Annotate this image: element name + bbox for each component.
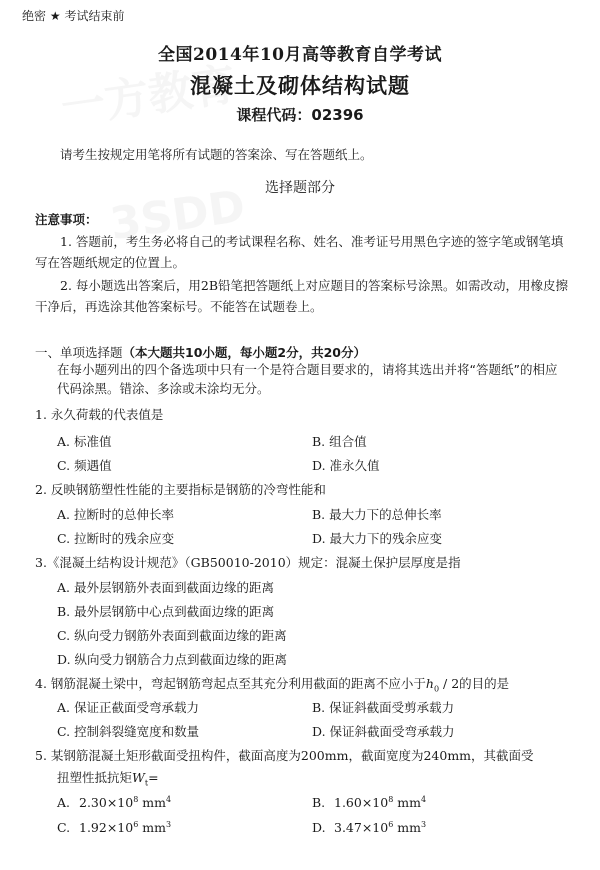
question-stem: 3.《混凝土结构设计规范》（GB50010-2010）规定：混凝土保护层厚度是指 — [35, 555, 461, 570]
watermark: 3SDD — [107, 180, 249, 251]
option-exponent: 6 — [388, 820, 394, 829]
note-item — [35, 231, 570, 273]
option-unit: mm — [138, 795, 166, 811]
math-symbol: W — [132, 770, 145, 785]
option-d: D. 纵向受力钢筋合力点到截面边缘的距离 — [57, 652, 288, 667]
section-title: 选择题部分 — [265, 180, 335, 196]
confidential-text: 绝密 — [22, 9, 47, 23]
part-heading — [35, 343, 366, 361]
star-icon: ★ — [49, 9, 61, 23]
option-b — [312, 795, 426, 810]
option-c: C. 控制斜裂缝宽度和数量 — [57, 724, 200, 739]
course-code: 课程代码：02396 — [236, 106, 364, 124]
option-label: C. — [57, 820, 71, 836]
option-c: C. 纵向受力钢筋外表面到截面边缘的距离 — [57, 628, 287, 643]
question-stem — [35, 674, 509, 694]
option-label: D. — [312, 820, 326, 836]
option-value: 1.60×10 — [334, 795, 389, 811]
option-exponent: 6 — [133, 820, 139, 829]
option-label: A. — [57, 795, 71, 811]
note-item-text: 2. 每小题选出答案后，用2B铅笔把答题纸上对应题目的答案标号涂黑。如需改动，用橡皮擦干净后，再选涂其他答案标号。不能答在试题卷上。 — [35, 278, 569, 314]
option-d — [312, 820, 426, 835]
part-heading-info: （本大题共10小题，每小题2分，共20分） — [122, 345, 367, 360]
option-c: C. 拉断时的残余应变 — [57, 531, 175, 546]
option-d: D. 最大力下的残余应变 — [312, 531, 443, 546]
question-stem-text: / 2的目的是 — [439, 676, 510, 691]
option-unit-exponent: 4 — [421, 795, 427, 804]
question-stem: 1. 永久荷载的代表值是 — [35, 407, 164, 422]
option-a: A. 标准值 — [57, 434, 112, 449]
paper-title: 混凝土及砌体结构试题 — [190, 74, 410, 98]
option-c — [57, 820, 171, 835]
option-a: A. 拉断时的总伸长率 — [57, 507, 174, 522]
option-a: A. 保证正截面受弯承载力 — [57, 700, 199, 715]
part-instruction: 在每小题列出的四个备选项中只有一个是符合题目要求的，请将其选出并将“答题纸”的相应代码涂黑。错涂、多涂或未涂均无分。 — [57, 362, 558, 396]
part-heading-label: 一、单项选择题 — [35, 345, 123, 360]
option-value: 2.30×10 — [79, 795, 134, 811]
question-stem-text: 扭塑性抵抗矩 — [57, 770, 133, 785]
note-item-text: 1. 答题前，考生务必将自己的考试课程名称、姓名、准考证号用黑色字迹的签字笔或钢笔填写在答题纸规定的位置上。 — [35, 234, 564, 270]
option-a: A. 最外层钢筋外表面到截面边缘的距离 — [57, 580, 274, 595]
option-c: C. 频遇值 — [57, 458, 112, 473]
math-symbol: h — [425, 676, 434, 691]
confidential-label — [22, 7, 124, 24]
confidential-text: 考试结束前 — [64, 9, 125, 23]
option-unit-exponent: 4 — [166, 795, 172, 804]
option-d: D. 准永久值 — [312, 458, 380, 473]
option-unit: mm — [393, 820, 421, 836]
option-unit-exponent: 3 — [166, 820, 172, 829]
math-subscript: 0 — [433, 684, 440, 694]
math-subscript: t — [144, 778, 149, 788]
watermark: 一方教育 — [57, 58, 240, 134]
option-b: B. 最外层钢筋中心点到截面边缘的距离 — [57, 604, 275, 619]
notes-heading: 注意事项： — [35, 212, 98, 227]
question-stem: 2. 反映钢筋塑性性能的主要指标是钢筋的冷弯性能和 — [35, 482, 326, 497]
note-item — [35, 275, 570, 317]
option-value: 3.47×10 — [334, 820, 389, 836]
question-stem-continued — [57, 768, 159, 788]
math-equals: = — [148, 770, 159, 785]
option-label: B. — [312, 795, 326, 811]
question-stem-text: 4. 钢筋混凝土梁中，弯起钢筋弯起点至其充分利用截面的距离不应小于 — [35, 676, 426, 691]
question-stem: 5. 某钢筋混凝土矩形截面受扭构件，截面高度为200mm，截面宽度为240mm，其截面受 — [35, 748, 534, 763]
option-unit: mm — [138, 820, 166, 836]
option-unit-exponent: 3 — [421, 820, 427, 829]
option-unit: mm — [393, 795, 421, 811]
option-b: B. 最大力下的总伸长率 — [312, 507, 442, 522]
option-d: D. 保证斜截面受弯承载力 — [312, 724, 455, 739]
option-exponent: 8 — [133, 795, 139, 804]
option-value: 1.92×10 — [79, 820, 134, 836]
option-a — [57, 795, 171, 810]
option-exponent: 8 — [388, 795, 394, 804]
option-b: B. 组合值 — [312, 434, 367, 449]
option-b: B. 保证斜截面受剪承载力 — [312, 700, 455, 715]
general-instruction: 请考生按规定用笔将所有试题的答案涂、写在答题纸上。 — [60, 147, 373, 162]
exam-title: 全国2014年10月高等教育自学考试 — [158, 45, 442, 65]
